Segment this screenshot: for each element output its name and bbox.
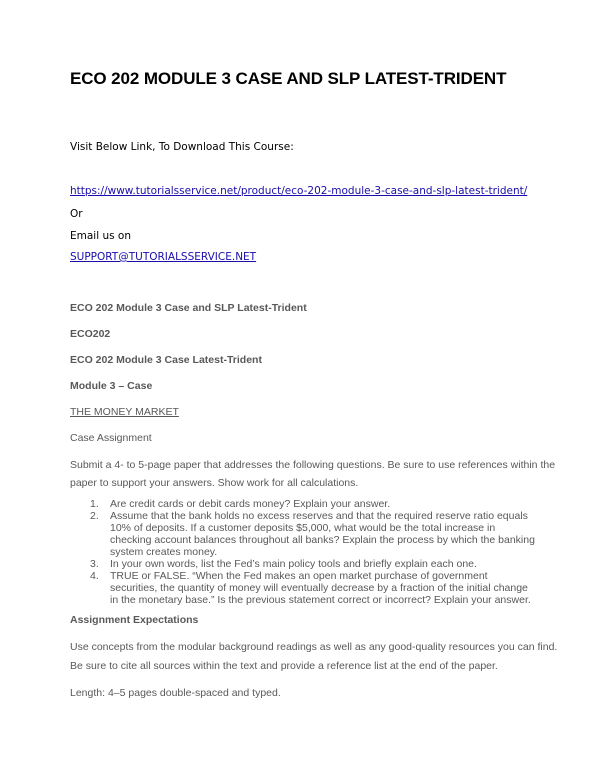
case-assignment-label: Case Assignment — [70, 432, 152, 444]
list-item-text: Assume that the bank holds no excess reserves and that the required reserve ratio equals 10% of deposits. If a customer deposits $5,000, what would be the total increase in checking account balances throughout all banks? Explain the process by which the banking system creates money. — [110, 510, 535, 558]
email-link[interactable]: SUPPORT@TUTORIALSSERVICE.NET — [70, 251, 257, 263]
expectations-line-2: Be sure to cite all sources within the text and provide a reference list at the end of the paper. — [70, 660, 498, 672]
heading-module-case: Module 3 – Case — [70, 380, 153, 392]
heading-case-and-slp: ECO 202 Module 3 Case and SLP Latest-Trident — [70, 302, 307, 314]
page-title: ECO 202 MODULE 3 CASE AND SLP LATEST-TRIDENT — [70, 69, 507, 88]
instructions-line-1: Submit a 4- to 5-page paper that addresses the following questions. Be sure to use references within the — [70, 459, 556, 471]
heading-course-code: ECO202 — [70, 328, 111, 340]
course-link[interactable]: https://www.tutorialsservice.net/product/eco-202-module-3-case-and-slp-latest-trident/ — [70, 185, 528, 197]
list-item-number: 1. — [90, 498, 99, 510]
heading-case-latest: ECO 202 Module 3 Case Latest-Trident — [70, 354, 262, 366]
length-line: Length: 4–5 pages double-spaced and typed. — [70, 687, 281, 699]
instructions-line-2: paper to support your answers. Show work for all calculations. — [70, 477, 359, 489]
expectations-line-1: Use concepts from the modular background readings as well as any good-quality resources you can find. — [70, 641, 558, 653]
list-item-text: In your own words, list the Fed’s main policy tools and briefly explain each one. — [110, 558, 477, 570]
list-item — [90, 498, 536, 510]
list-item-number: 4. — [90, 570, 99, 582]
list-item — [90, 558, 536, 570]
list-item-text: Are credit cards or debit cards money? Explain your answer. — [110, 498, 391, 510]
money-market-link[interactable]: THE MONEY MARKET — [70, 406, 179, 418]
email-label: Email us on — [70, 230, 132, 242]
visit-text: Visit Below Link, To Download This Course: — [70, 141, 294, 153]
or-text: Or — [70, 208, 83, 220]
list-item-number: 3. — [90, 558, 99, 570]
list-item-number: 2. — [90, 510, 99, 522]
expectations-heading: Assignment Expectations — [70, 614, 199, 626]
list-item — [90, 570, 536, 606]
questions-list — [90, 498, 536, 606]
list-item-text: TRUE or FALSE. “When the Fed makes an open market purchase of government securities, the quantity of money will eventually decrease by a fraction of the initial change in the monetary base.” Is the previous statement correct or incorrect? Explain your answer. — [110, 570, 531, 606]
list-item — [90, 510, 536, 558]
